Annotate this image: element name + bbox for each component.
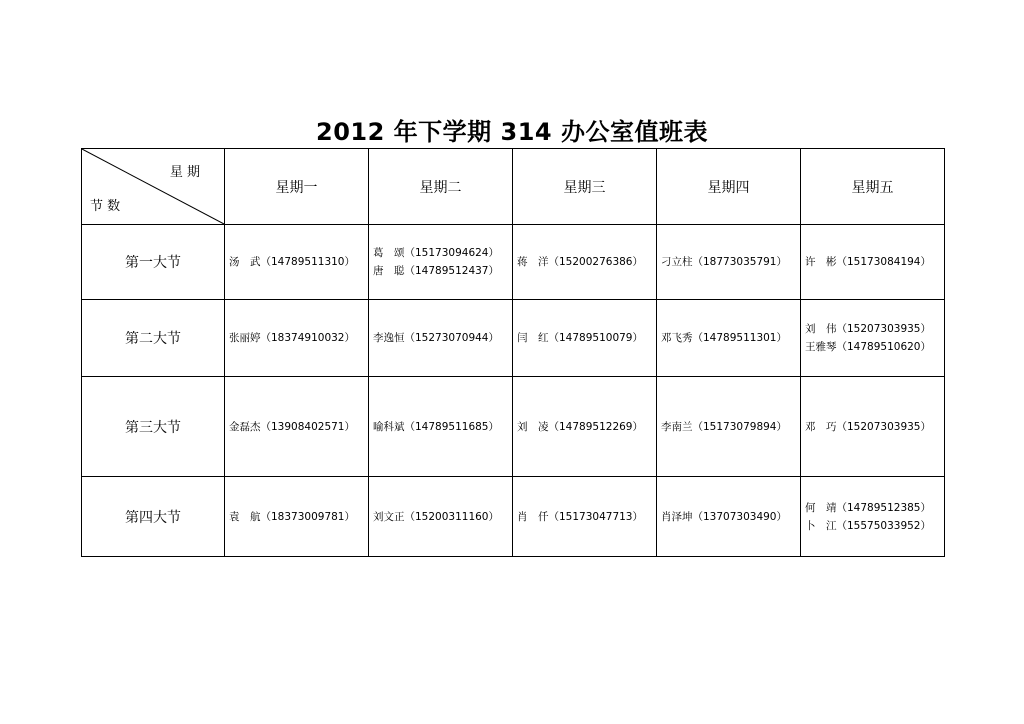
staff-entry: 蒋 洋（15200276386） [517,256,643,268]
staff-entry: 金磊杰（13908402571） [229,420,355,433]
duty-cell [513,377,657,477]
staff-entry: 何 靖（14789512385） [805,501,931,514]
day-header: 星期五 [801,149,945,225]
table-row [82,300,945,377]
duty-cell [369,477,513,557]
duty-cell [369,300,513,377]
corner-section-label: 节 数 [90,199,121,214]
duty-cell [801,225,945,300]
duty-cell [225,377,369,477]
duty-cell [657,300,801,377]
staff-entry: 邓飞秀（14789511301） [661,332,787,344]
staff-entry: 张丽婷（18374910032） [229,332,355,344]
staff-entry: 刘 伟（15207303935） [805,323,931,335]
duty-cell [801,300,945,377]
staff-entry: 刘 凌（14789512269） [517,420,643,433]
staff-entry: 汤 武（14789511310） [229,256,355,268]
staff-entry: 肖 仟（15173047713） [517,510,643,523]
staff-entry: 刘文正（15200311160） [373,510,499,523]
staff-entry: 闫 红（14789510079） [517,332,643,344]
duty-cell [513,477,657,557]
staff-entry: 卜 江（15575033952） [805,519,931,532]
section-label: 第一大节 [82,225,225,300]
staff-entry: 袁 航（18373009781） [229,510,355,523]
page-title: 2012 年下学期 314 办公室值班表 [316,118,708,146]
duty-cell [369,377,513,477]
duty-cell [513,225,657,300]
duty-schedule-table [81,148,945,557]
duty-cell [657,477,801,557]
duty-cell [225,300,369,377]
duty-cell [657,377,801,477]
table-row [82,225,945,300]
duty-cell [369,225,513,300]
staff-entry: 王雅琴（14789510620） [805,341,931,353]
duty-cell [225,225,369,300]
staff-entry: 李逸恒（15273070944） [373,332,499,344]
staff-entry: 肖泽坤（13707303490） [661,510,787,523]
section-label: 第三大节 [82,377,225,477]
staff-entry: 刁立柱（18773035791） [661,256,787,268]
staff-entry: 葛 颂（15173094624） [373,247,499,259]
table-row [82,477,945,557]
day-header: 星期三 [513,149,657,225]
corner-day-label: 星 期 [169,165,200,180]
day-header: 星期一 [225,149,369,225]
duty-cell [513,300,657,377]
day-header: 星期四 [657,149,801,225]
section-label: 第四大节 [82,477,225,557]
staff-entry: 许 彬（15173084194） [805,256,931,268]
staff-entry: 唐 聪（14789512437） [373,265,499,277]
section-label: 第二大节 [82,300,225,377]
corner-header-cell [82,149,225,225]
duty-cell [801,377,945,477]
header-row [82,149,945,225]
day-header: 星期二 [369,149,513,225]
duty-cell [801,477,945,557]
table-row [82,377,945,477]
staff-entry: 喻科斌（14789511685） [373,420,499,433]
duty-cell [225,477,369,557]
staff-entry: 李南兰（15173079894） [661,420,787,433]
duty-cell [657,225,801,300]
staff-entry: 邓 巧（15207303935） [805,420,931,433]
